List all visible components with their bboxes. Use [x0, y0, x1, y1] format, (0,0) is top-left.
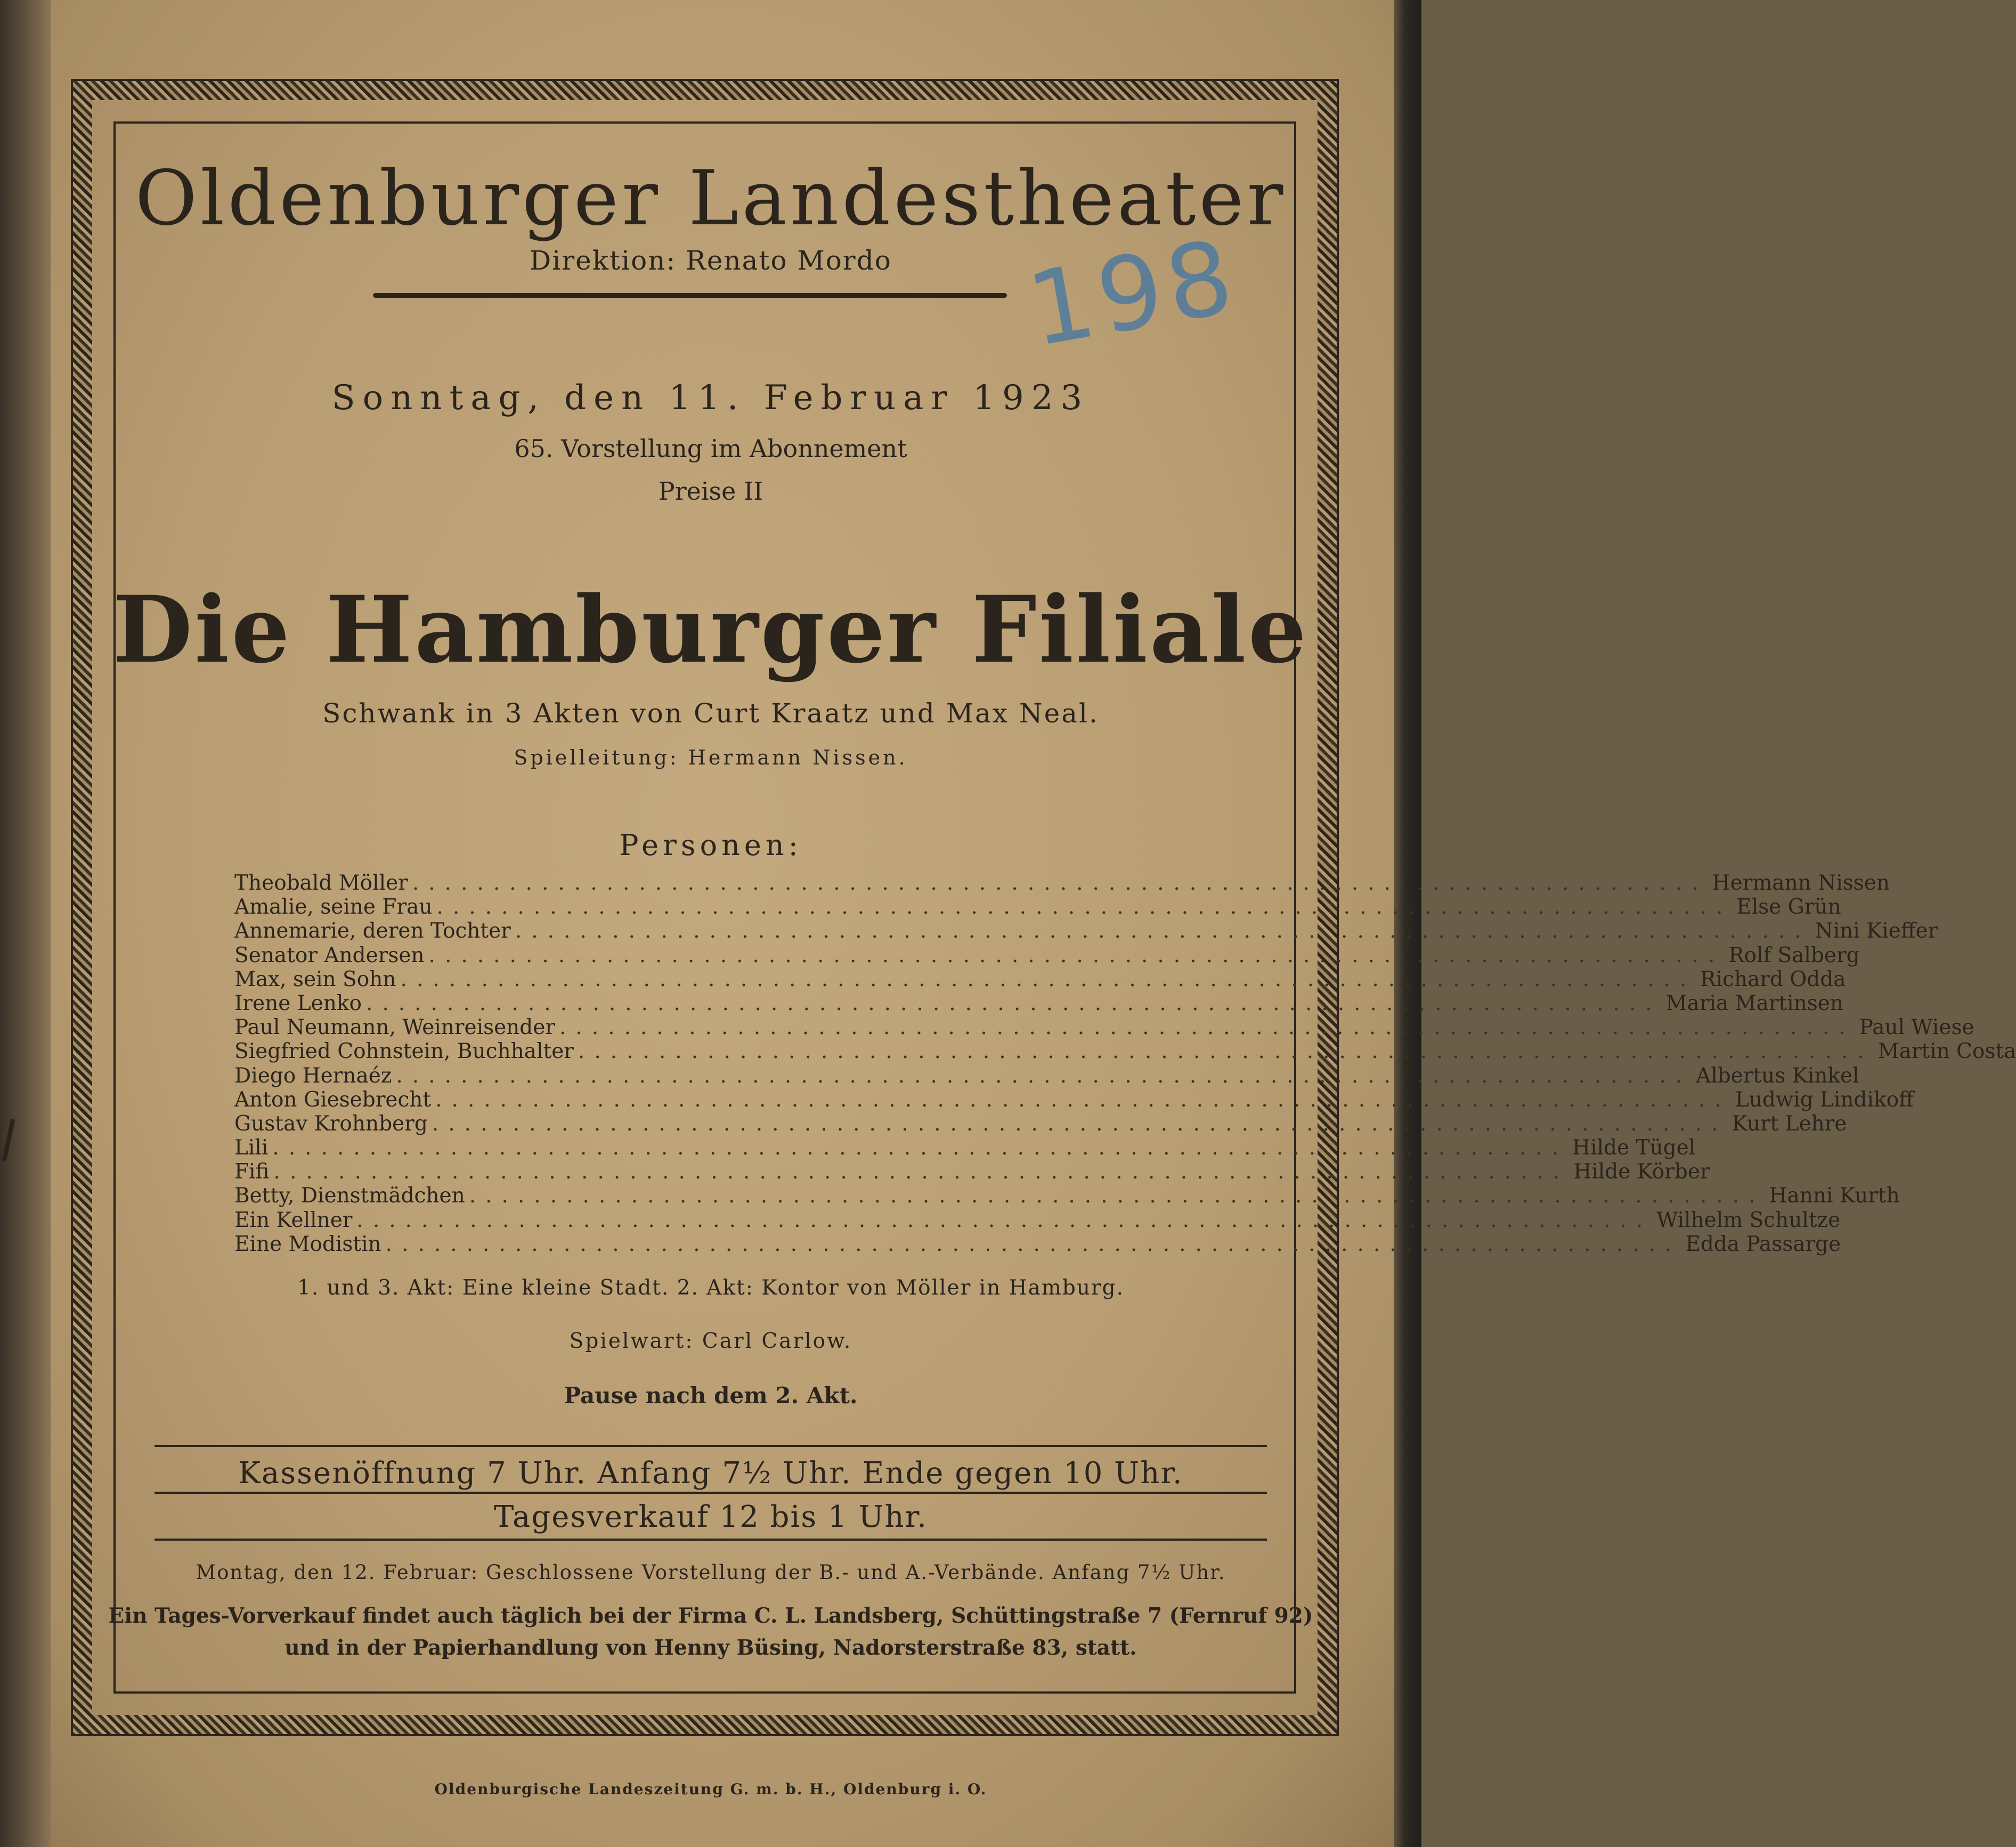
cast-actor: Albertus Kinkel	[1696, 1063, 1859, 1088]
subscription-line: 65. Vorstellung im Abonnement	[514, 434, 907, 463]
leader-dots: ................................................................................	[436, 895, 1733, 920]
price-class: Preise II	[658, 477, 763, 506]
cast-actor: Paul Wiese	[1859, 1015, 1974, 1040]
cast-row	[234, 943, 1860, 967]
cast-actor: Hilde Tügel	[1572, 1136, 1696, 1160]
cast-role: Irene Lenko	[234, 991, 362, 1015]
leader-dots: ................................................................................	[428, 943, 1725, 967]
leader-dots: ................................................................................	[515, 919, 1811, 943]
cast-role: Lili	[234, 1136, 269, 1160]
cast-actor: Hermann Nissen	[1712, 871, 1890, 895]
play-director: Spielleitung: Hermann Nissen.	[514, 746, 908, 769]
cast-actor: Kurt Lehre	[1732, 1111, 1847, 1136]
cast-row	[234, 1111, 1847, 1136]
cast-actor: Else Grün	[1736, 895, 1841, 920]
handwritten-number: 198	[1019, 217, 1246, 370]
intermission-note: Pause nach dem 2. Akt.	[564, 1382, 858, 1409]
play-genre: Schwank in 3 Akten von Curt Kraatz und Max Neal.	[322, 698, 1099, 729]
cast-role: Paul Neumann, Weinreisender	[234, 1015, 555, 1040]
leader-dots: ................................................................................	[559, 1015, 1855, 1040]
leader-dots: ................................................................................	[272, 1136, 1568, 1160]
cast-actor: Edda Passarge	[1685, 1232, 1841, 1256]
direction-line: Direktion: Renato Mordo	[530, 245, 892, 276]
cast-role: Diego Hernaéz	[234, 1063, 392, 1088]
rule-times-bottom	[155, 1492, 1267, 1494]
cast-row	[234, 1136, 1696, 1160]
cast-actor: Martin Costa	[1877, 1039, 2016, 1064]
cast-actor: Wilhelm Schultze	[1656, 1208, 1841, 1232]
cast-row	[234, 871, 1890, 895]
leader-dots: ................................................................................	[385, 1232, 1681, 1256]
cast-row	[234, 1015, 1974, 1040]
cast-role: Siegfried Cohnstein, Buchhalter	[234, 1039, 574, 1064]
advance-sale-line-1: Ein Tages-Vorverkauf findet auch täglich bei der Firma C. L. Landsberg, Schüttingstraße 7 (Fernruf 92)	[108, 1604, 1313, 1628]
printer-imprint: Oldenburgische Landeszeitung G. m. b. H., Oldenburg i. O.	[434, 1780, 987, 1798]
rule-times-top	[155, 1445, 1267, 1447]
leader-dots: ................................................................................	[435, 1087, 1731, 1112]
cast-row	[234, 1087, 1914, 1112]
cast-actor: Hilde Körber	[1573, 1160, 1710, 1184]
leader-dots: ................................................................................	[412, 871, 1708, 895]
theater-title: Oldenburger Landestheater	[135, 154, 1287, 242]
cast-row	[234, 1063, 1859, 1088]
cast-row	[234, 967, 1846, 991]
cast-row	[234, 1232, 1841, 1256]
leader-dots: ................................................................................	[356, 1208, 1653, 1232]
cast-row	[234, 1184, 1900, 1208]
cast-actor: Rolf Salberg	[1728, 943, 1860, 967]
act-settings: 1. und 3. Akt: Eine kleine Stadt. 2. Akt: Kontor von Möller in Hamburg.	[297, 1276, 1124, 1300]
cast-role: Amalie, seine Frau	[234, 895, 433, 920]
cast-actor: Maria Martinsen	[1665, 991, 1843, 1015]
play-title: Die Hamburger Filiale	[112, 575, 1309, 684]
performance-date: Sonntag, den 11. Februar 1923	[331, 378, 1090, 418]
next-performance: Montag, den 12. Februar: Geschlossene Vorstellung der B.- und A.-Verbände. Anfang 7½ Uhr.	[196, 1561, 1226, 1584]
leader-dots: ................................................................................	[365, 991, 1662, 1015]
cast-role: Fifi	[234, 1160, 270, 1184]
cast-row	[234, 919, 1938, 943]
header-rule	[373, 293, 1007, 298]
cast-actor: Nini Kieffer	[1815, 919, 1938, 943]
cast-row	[234, 1039, 2016, 1064]
leader-dots: ................................................................................	[400, 967, 1696, 991]
cast-row	[234, 1160, 1710, 1184]
leader-dots: ................................................................................	[396, 1063, 1692, 1088]
show-times: Kassenöffnung 7 Uhr. Anfang 7½ Uhr. Ende gegen 10 Uhr.	[238, 1456, 1183, 1491]
day-sale-hours: Tagesverkauf 12 bis 1 Uhr.	[493, 1500, 928, 1534]
leader-dots: ................................................................................	[469, 1184, 1765, 1208]
leader-dots: ................................................................................	[273, 1160, 1570, 1184]
cast-role: Annemarie, deren Tochter	[234, 919, 511, 943]
cast-role: Gustav Krohnberg	[234, 1111, 428, 1136]
cast-actor: Hanni Kurth	[1769, 1184, 1900, 1208]
stage-manager: Spielwart: Carl Carlow.	[569, 1329, 852, 1353]
advance-sale-line-2: und in der Papierhandlung von Henny Büsing, Nadorsterstraße 83, statt.	[284, 1636, 1137, 1660]
leader-dots: ................................................................................	[432, 1111, 1728, 1136]
cast-role: Betty, Dienstmädchen	[234, 1184, 465, 1208]
cast-role: Eine Modistin	[234, 1232, 381, 1256]
cast-heading: Personen:	[619, 828, 802, 862]
cast-role: Ein Kellner	[234, 1208, 353, 1232]
rule-day-sale-bottom	[155, 1539, 1267, 1541]
cast-row	[234, 991, 1843, 1015]
cast-list	[234, 871, 2016, 1256]
cast-role: Max, sein Sohn	[234, 967, 396, 991]
cast-actor: Richard Odda	[1700, 967, 1846, 991]
cast-actor: Ludwig Lindikoff	[1735, 1087, 1914, 1112]
cast-role: Anton Giesebrecht	[234, 1087, 432, 1112]
leader-dots: ................................................................................	[578, 1039, 1874, 1064]
cast-role: Senator Andersen	[234, 943, 425, 967]
cast-row	[234, 1208, 1841, 1232]
cast-role: Theobald Möller	[234, 871, 408, 895]
cast-row	[234, 895, 1841, 920]
